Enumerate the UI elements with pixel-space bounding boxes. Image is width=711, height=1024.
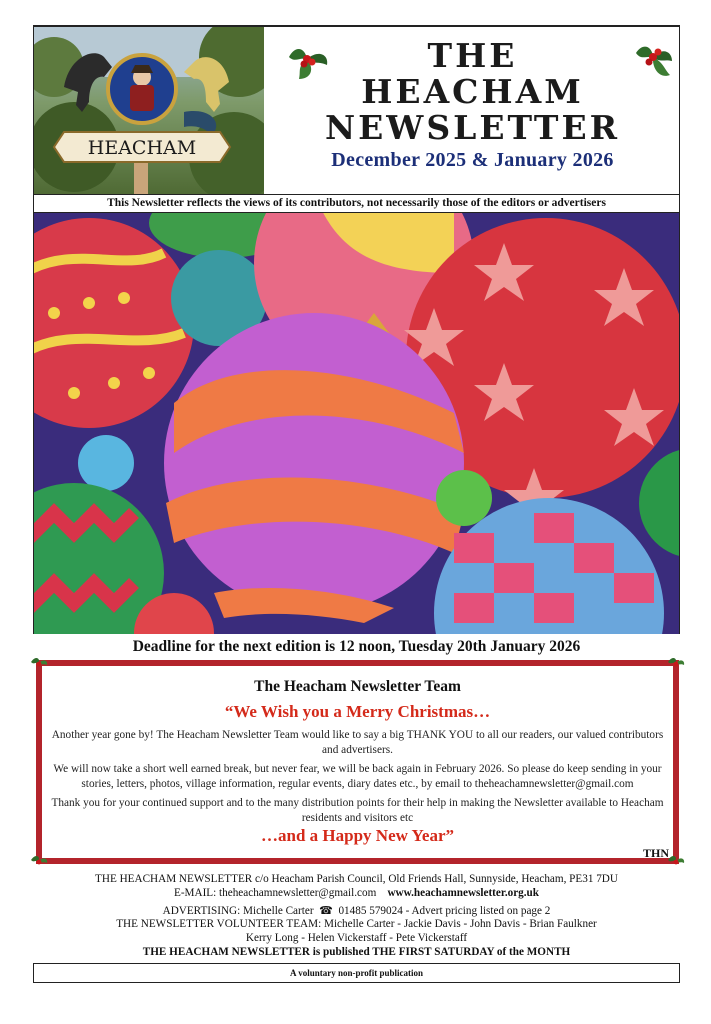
village-sign-photo: [34, 27, 264, 195]
publication-schedule: THE HEACHAM NEWSLETTER is published THE FIRST SATURDAY of the MONTH: [142, 946, 571, 958]
holly-icon: [667, 654, 685, 672]
website-link[interactable]: www.heachamnewsletter.org.uk: [387, 887, 540, 899]
holly-icon: [30, 654, 48, 672]
title-line-newsletter: NEWSLETTER: [324, 108, 621, 147]
christmas-greeting: “We Wish you a Merry Christmas…: [224, 702, 491, 721]
village-sign-illustration: [34, 27, 264, 195]
contact-line: [33, 887, 680, 900]
signoff: THN: [642, 846, 669, 860]
break-paragraph: We will now take a short well earned break, but never fear, we will be back again in February 2026. So please do keep sending in your stories, letters, photos, village information, regular events, diary dates etc., by email to theheachamnewsletter@gmail.com: [53, 763, 662, 790]
email-text: E-MAIL: theheachamnewsletter@gmail.com: [173, 887, 377, 899]
masthead: [33, 26, 680, 194]
volunteers-line-2: Kerry Long - Helen Vickerstaff - Pete Vickerstaff: [245, 932, 468, 944]
new-year-greeting: …and a Happy New Year”: [261, 826, 454, 845]
holly-icon: [667, 852, 685, 870]
title-block: [265, 27, 680, 195]
deadline-notice: Deadline for the next edition is 12 noon, Tuesday 20th January 2026: [132, 638, 581, 655]
edition-date: December 2025 & January 2026: [331, 149, 614, 171]
thank-you-paragraph: Another year gone by! The Heacham Newsletter Team would like to say a big THANK YOU to all our readers, our valued contributors and advertisers.: [51, 729, 664, 756]
support-paragraph: Thank you for your continued support and to the many distribution points for their help in making the Newsletter available to Heacham residents and visitors etc: [51, 797, 664, 824]
title-line-the: THE: [427, 36, 518, 75]
team-message-box: [36, 660, 679, 864]
address-line: THE HEACHAM NEWSLETTER c/o Heacham Parish Council, Old Friends Hall, Sunnyside, Heacham, PE31 7DU: [95, 873, 618, 885]
phone-icon: ☎: [319, 904, 333, 917]
advertising-phone: 01485 579024 - Advert pricing listed on page 2: [338, 905, 551, 917]
advertising-label: ADVERTISING: Michelle Carter: [162, 905, 314, 917]
holly-icon: [30, 852, 48, 870]
title-line-heacham: HEACHAM: [361, 72, 584, 111]
baubles-illustration: [34, 213, 680, 634]
disclaimer: This Newsletter reflects the views of its contributors, not necessarily those of the editors or advertisers: [33, 194, 680, 213]
team-title: The Heacham Newsletter Team: [254, 678, 461, 695]
advertising-line: [33, 904, 680, 918]
voluntary-notice: A voluntary non-profit publication: [33, 963, 680, 983]
sign-text: HEACHAM: [87, 137, 197, 159]
cover-artwork: [33, 213, 680, 634]
volunteers-line-1: THE NEWSLETTER VOLUNTEER TEAM: Michelle Carter - Jackie Davis - John Davis - Brian Faulkner: [116, 918, 597, 930]
